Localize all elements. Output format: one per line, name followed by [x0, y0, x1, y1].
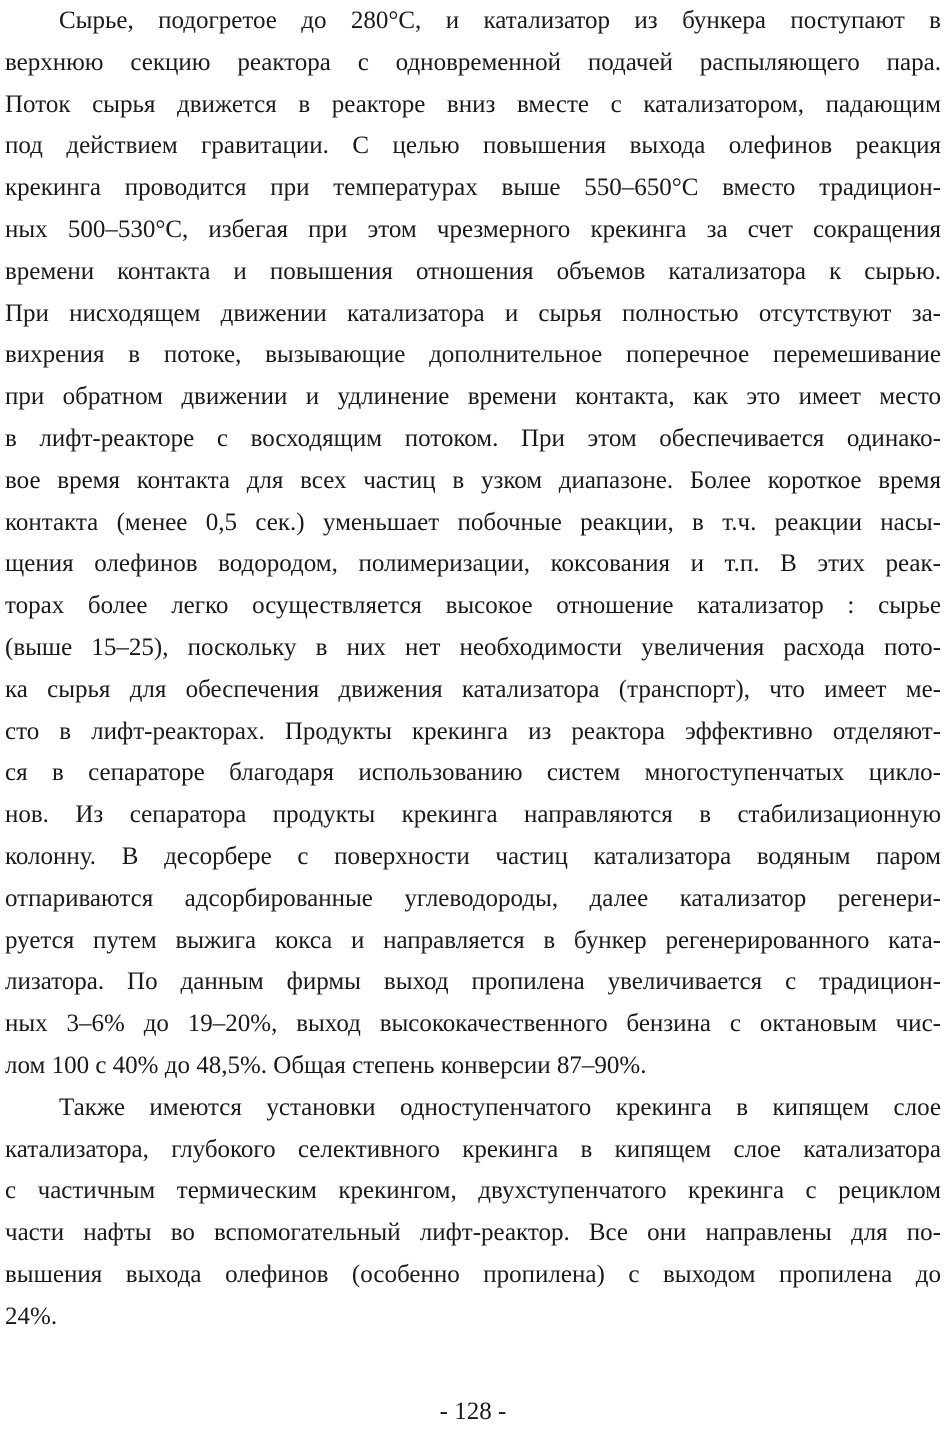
- page-number: - 128 -: [439, 1398, 507, 1425]
- text-line: вышения выхода олефинов (особенно пропилена) с выходом пропилена до: [5, 1260, 941, 1288]
- text-line: контакта (менее 0,5 сек.) уменьшает побочные реакции, в т.ч. реакции насы-: [5, 508, 941, 536]
- paragraph-1: [5, 0, 941, 1087]
- text-line: ных 3–6% до 19–20%, выход высококачественного бензина с октановым чис-: [5, 1010, 941, 1038]
- text-line: Поток сырья движется в реакторе вниз вместе с катализатором, падающим: [5, 90, 941, 118]
- text-line: сто в лифт-реакторах. Продукты крекинга из реактора эффективно отделяют-: [5, 717, 941, 745]
- text-line: катализатора, глубокого селективного крекинга в кипящем слое катализатора: [5, 1135, 941, 1163]
- text-line: времени контакта и повышения отношения объемов катализатора к сырью.: [5, 257, 941, 285]
- text-line: руется путем выжига кокса и направляется в бункер регенерированного ката-: [5, 926, 941, 954]
- text-line: вихрения в потоке, вызывающие дополнительное поперечное перемешивание: [5, 341, 941, 369]
- text-line: отпариваются адсорбированные углеводороды, далее катализатор регенери-: [5, 884, 941, 912]
- text-line: (выше 15–25), поскольку в них нет необходимости увеличения расхода пото-: [5, 633, 941, 661]
- text-line: ся в сепараторе благодаря использованию систем многоступенчатых цикло-: [5, 759, 941, 787]
- text-line: колонну. В десорбере с поверхности частиц катализатора водяным паром: [5, 842, 941, 870]
- text-line: 24%.: [5, 1302, 58, 1330]
- text-line: лизатора. По данным фирмы выход пропилена увеличивается с традицион-: [5, 968, 941, 996]
- text-line: щения олефинов водородом, полимеризации, коксования и т.п. В этих реак-: [5, 550, 941, 578]
- text-line: Сырье, подогретое до 280°С, и катализатор из бункера поступают в: [59, 7, 941, 34]
- text-line: верхнюю секцию реактора с одновременной подачей распыляющего пара.: [5, 48, 941, 76]
- text-line: под действием гравитации. С целью повышения выхода олефинов реакция: [5, 132, 941, 160]
- paragraph-2: [5, 1087, 941, 1338]
- text-line: с частичным термическим крекингом, двухступенчатого крекинга с рециклом: [5, 1177, 941, 1205]
- text-line: части нафты во вспомогательный лифт-реактор. Все они направлены для по-: [5, 1219, 941, 1247]
- text-line: ных 500–530°С, избегая при этом чрезмерного крекинга за счет сокращения: [5, 215, 941, 243]
- text-line: нов. Из сепаратора продукты крекинга направляются в стабилизационную: [5, 801, 941, 829]
- text-line: торах более легко осуществляется высокое отношение катализатор : сырье: [5, 592, 941, 620]
- body-text: [5, 0, 941, 1338]
- text-line: лом 100 с 40% до 48,5%. Общая степень конверсии 87–90%.: [5, 1051, 647, 1079]
- text-line: крекинга проводится при температурах выше 550–650°С вместо традицион-: [5, 174, 941, 202]
- text-line: ка сырья для обеспечения движения катализатора (транспорт), что имеет ме-: [5, 675, 941, 703]
- text-line: в лифт-реакторе с восходящим потоком. При этом обеспечивается одинако-: [5, 424, 941, 452]
- text-line: Также имеются установки одноступенчатого крекинга в кипящем слое: [59, 1093, 941, 1121]
- text-line: при обратном движении и удлинение времени контакта, как это имеет место: [5, 383, 941, 411]
- text-line: При нисходящем движении катализатора и сырья полностью отсутствуют за-: [5, 299, 941, 327]
- text-line: вое время контакта для всех частиц в узком диапазоне. Более короткое время: [5, 466, 941, 494]
